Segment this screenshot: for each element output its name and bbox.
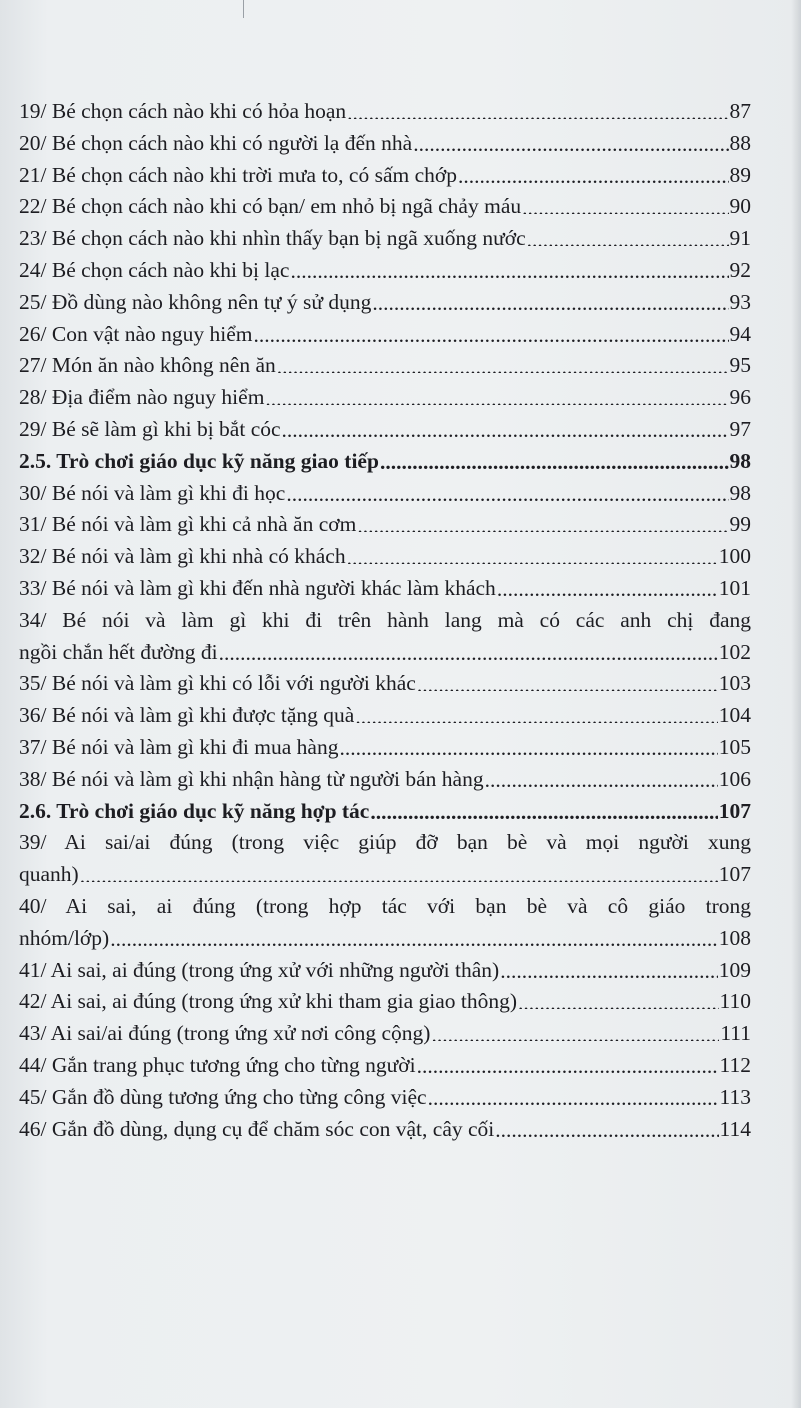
dot-leader: [254, 320, 729, 342]
toc-entry-26: [19, 319, 751, 351]
dot-leader: [431, 1020, 719, 1042]
toc-section-2-6: [19, 796, 751, 828]
toc-entry-46: [19, 1114, 751, 1146]
toc-entry-19: [19, 96, 751, 128]
dot-leader: [355, 702, 717, 724]
dot-leader: [527, 225, 729, 247]
toc-page-number: 95: [729, 353, 751, 378]
dot-leader: [518, 988, 719, 1010]
toc-entry-30: [19, 478, 751, 510]
toc-entry-21: [19, 160, 751, 192]
toc-entry-22: [19, 191, 751, 223]
toc-page-number: 111: [720, 1021, 751, 1046]
toc-entry-33: [19, 573, 751, 605]
dot-leader: [458, 161, 729, 183]
toc-entry-label: 36/ Bé nói và làm gì khi được tặng quà: [19, 703, 355, 728]
dot-leader: [265, 384, 728, 406]
toc-page-number: 90: [729, 194, 751, 219]
dot-leader: [80, 861, 718, 883]
toc-entry-31: [19, 509, 751, 541]
toc-entry-label: 28/ Địa điểm nào nguy hiểm: [19, 385, 265, 410]
dot-leader: [413, 129, 728, 151]
dot-leader: [522, 193, 728, 215]
toc-page-number: 110: [719, 989, 751, 1014]
toc-page-number: 87: [729, 99, 751, 123]
toc-section-2-5: [19, 446, 751, 478]
dot-leader: [290, 256, 728, 278]
toc-entry-label: 20/ Bé chọn cách nào khi có người lạ đến nhà: [19, 130, 413, 155]
toc-entry-34-line1: 34/ Bé nói và làm gì khi đi trên hành lang mà có các anh chị đang: [19, 607, 751, 632]
toc-page-number: 103: [718, 671, 751, 696]
toc-page-number: 112: [719, 1052, 751, 1077]
toc-entry-label: 35/ Bé nói và làm gì khi có lỗi với người khác: [19, 671, 416, 696]
toc-page-number: 92: [729, 257, 751, 282]
toc-entry-27: [19, 350, 751, 382]
toc-entry-label: 45/ Gắn đồ dùng tương ứng cho từng công việc: [19, 1084, 427, 1109]
toc-page-number: 98: [729, 480, 751, 505]
toc-entry-label: 30/ Bé nói và làm gì khi đi học: [19, 480, 286, 505]
toc-page-number: 93: [729, 289, 751, 314]
toc-entry-23: [19, 223, 751, 255]
toc-page-number: 104: [718, 703, 751, 728]
toc-page-number: 99: [729, 512, 751, 537]
toc-entry-label: 26/ Con vật nào nguy hiểm: [19, 321, 253, 346]
toc-entry-38: [19, 764, 751, 796]
toc-page-number: 97: [729, 416, 751, 441]
dot-leader: [110, 924, 718, 946]
toc-page-number: 108: [718, 925, 751, 950]
toc-entry-24: [19, 255, 751, 287]
dot-leader: [347, 543, 718, 565]
toc-page-number: 101: [718, 575, 751, 600]
table-of-contents: [19, 96, 751, 1145]
toc-entry-43: [19, 1018, 751, 1050]
toc-entry-label: 38/ Bé nói và làm gì khi nhận hàng từ người bán hàng: [19, 766, 484, 791]
dot-leader: [497, 574, 718, 596]
toc-entry-36: [19, 700, 751, 732]
toc-entry-28: [19, 382, 751, 414]
toc-entry-44: [19, 1050, 751, 1082]
dot-leader: [277, 352, 729, 374]
dot-leader: [347, 98, 728, 120]
toc-entry-20: [19, 128, 751, 160]
toc-entry-32: [19, 541, 751, 573]
dot-leader: [339, 733, 717, 755]
dot-leader: [372, 288, 728, 310]
dot-leader: [417, 1051, 719, 1073]
toc-page-number: 106: [718, 766, 751, 791]
toc-entry-41: [19, 955, 751, 987]
toc-entry-label: 31/ Bé nói và làm gì khi cả nhà ăn cơm: [19, 512, 357, 537]
page-edge-shadow: [791, 0, 801, 1408]
toc-entry-25: [19, 287, 751, 319]
toc-entry-label: quanh): [19, 862, 79, 887]
toc-page-number: 114: [719, 1116, 751, 1141]
dot-leader: [282, 415, 729, 437]
toc-entry-label: 44/ Gắn trang phục tương ứng cho từng người: [19, 1052, 416, 1077]
toc-entry-label: 37/ Bé nói và làm gì khi đi mua hàng: [19, 734, 339, 759]
toc-entry-label: 41/ Ai sai, ai đúng (trong ứng xử với những người thân): [19, 957, 500, 982]
toc-section-label: 2.6. Trò chơi giáo dục kỹ năng hợp tác: [19, 798, 370, 823]
dot-leader: [417, 670, 718, 692]
toc-page-number: 96: [729, 385, 751, 410]
toc-entry-29: [19, 414, 751, 446]
page-fold-mark: [243, 0, 244, 18]
dot-leader: [495, 1115, 718, 1137]
toc-entry-label: 42/ Ai sai, ai đúng (trong ứng xử khi tham gia giao thông): [19, 989, 518, 1014]
toc-entry-45: [19, 1082, 751, 1114]
toc-page-number: 102: [718, 639, 751, 664]
toc-entry-label: nhóm/lớp): [19, 925, 110, 950]
toc-page-number: 107: [718, 798, 751, 823]
dot-leader: [370, 797, 717, 819]
toc-entry-34: [19, 637, 751, 669]
dot-leader: [219, 638, 718, 660]
dot-leader: [357, 511, 728, 533]
toc-entry-label: 43/ Ai sai/ai đúng (trong ứng xử nơi công cộng): [19, 1021, 431, 1046]
toc-entry-40-line1: 40/ Ai sai, ai đúng (trong hợp tác với bạn bè và cô giáo trong: [19, 893, 751, 918]
toc-entry-37: [19, 732, 751, 764]
toc-entry-35: [19, 668, 751, 700]
toc-page-number: 94: [729, 321, 751, 346]
toc-entry-label: 19/ Bé chọn cách nào khi có hỏa hoạn: [19, 99, 347, 123]
toc-entry-39: [19, 859, 751, 891]
toc-entry-label: ngồi chắn hết đường đi: [19, 639, 218, 664]
toc-page-number: 98: [729, 448, 751, 473]
toc-page-number: 107: [718, 862, 751, 887]
dot-leader: [428, 1083, 719, 1105]
toc-entry-label: 25/ Đồ dùng nào không nên tự ý sử dụng: [19, 289, 372, 314]
toc-page-number: 109: [718, 957, 751, 982]
toc-entry-label: 29/ Bé sẽ làm gì khi bị bắt cóc: [19, 416, 281, 441]
toc-entry-39-line1: 39/ Ai sai/ai đúng (trong việc giúp đỡ bạn bè và mọi người xung: [19, 830, 751, 855]
toc-entry-label: 21/ Bé chọn cách nào khi trời mưa to, có sấm chớp: [19, 162, 457, 187]
toc-entry-40: [19, 923, 751, 955]
toc-entry-label: 22/ Bé chọn cách nào khi có bạn/ em nhỏ bị ngã chảy máu: [19, 194, 522, 219]
toc-page-number: 91: [729, 226, 751, 251]
toc-page-number: 88: [729, 130, 751, 155]
dot-leader: [485, 765, 718, 787]
toc-page-number: 105: [718, 734, 751, 759]
toc-page-number: 89: [729, 162, 751, 187]
toc-entry-label: 27/ Món ăn nào không nên ăn: [19, 353, 276, 378]
toc-entry-label: 46/ Gắn đồ dùng, dụng cụ để chăm sóc con vật, cây cối: [19, 1116, 495, 1141]
dot-leader: [380, 447, 729, 469]
toc-page-number: 113: [719, 1084, 751, 1109]
toc-section-label: 2.5. Trò chơi giáo dục kỹ năng giao tiếp: [19, 448, 379, 473]
toc-entry-label: 23/ Bé chọn cách nào khi nhìn thấy bạn bị ngã xuống nước: [19, 226, 526, 251]
toc-entry-42: [19, 986, 751, 1018]
toc-page-number: 100: [718, 544, 751, 569]
dot-leader: [500, 956, 718, 978]
dot-leader: [286, 479, 728, 501]
toc-entry-label: 32/ Bé nói và làm gì khi nhà có khách: [19, 544, 346, 569]
toc-entry-label: 24/ Bé chọn cách nào khi bị lạc: [19, 257, 290, 282]
toc-entry-label: 33/ Bé nói và làm gì khi đến nhà người khác làm khách: [19, 575, 496, 600]
